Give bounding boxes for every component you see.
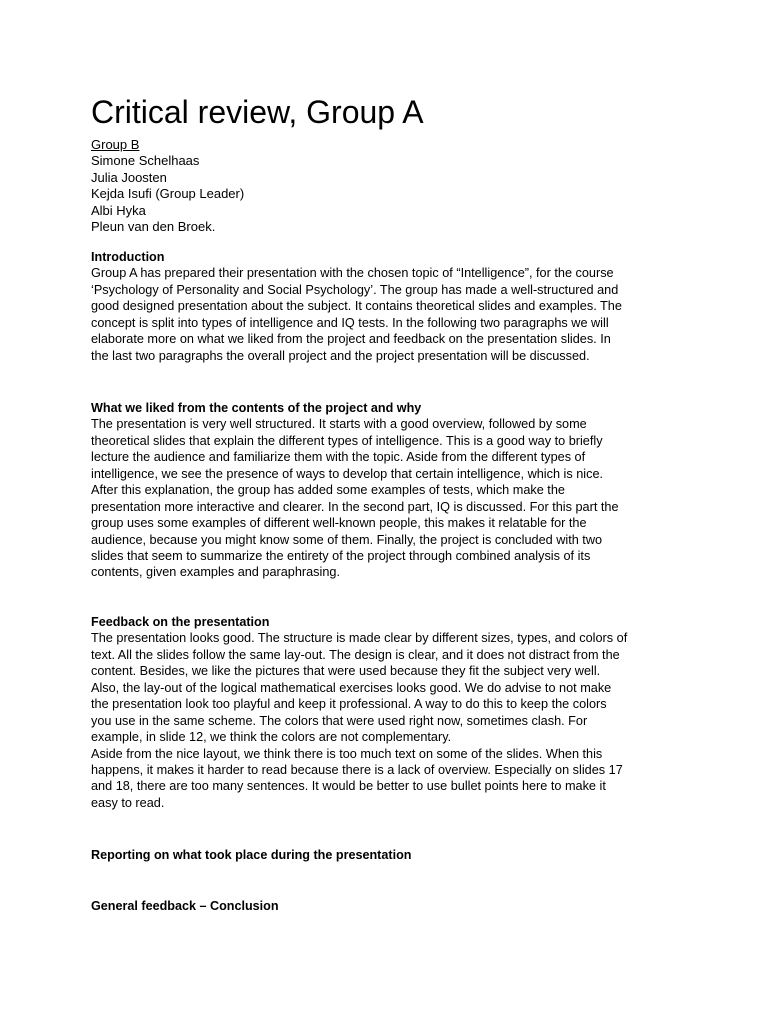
section-heading: Reporting on what took place during the presentation [91,848,412,862]
member-name: Pleun van den Broek. [91,219,216,235]
section-feedback [91,614,691,811]
section-general-feedback [91,898,691,914]
document-title: Critical review, Group A [91,94,424,130]
group-members [91,137,691,235]
section-heading: Introduction [91,250,165,264]
section-heading: Feedback on the presentation [91,615,270,629]
group-label: Group B [91,137,140,152]
section-body: Group A has prepared their presentation with the chosen topic of “Intelligence”, for the course ‘Psychology of Personality and Social Psychology’. The group has made a well-structured and good designed presentation about the subject. It contains theoretical slides and examples. The concept is split into types of intelligence and IQ tests. In the following two paragraphs we will elaborate more on what we liked from the project and feedback on the presentation slides. In the last two paragraphs the overall project and the project presentation will be discussed. [91,266,622,363]
member-name: Albi Hyka [91,202,146,218]
section-body: The presentation is very well structured. It starts with a good overview, followed by some theoretical slides that explain the different types of intelligence. This is a good way to briefly lecture the audience and familiarize them with the topic. Aside from the different types of intelligence, we see the presence of ways to develop that certain intelligence, which is nice. After this explanation, the group has added some examples of tests, which make the presentation more interactive and clearer. In the second part, IQ is discussed. For this part the group uses some examples of different well-known people, this makes it relatable for the audience, because you might know some of them. Finally, the project is concluded with two slides that seem to summarize the entirety of the project through combined analysis of its contents, given examples and paraphrasing. [91,417,619,580]
member-name: Julia Joosten [91,169,167,185]
section-reporting [91,847,691,863]
member-name: Kejda Isufi (Group Leader) [91,186,245,202]
section-what-we-liked [91,400,691,581]
section-heading: General feedback – Conclusion [91,899,279,913]
section-body: The presentation looks good. The structure is made clear by different sizes, types, and colors of text. All the slides follow the same lay-out. The design is clear, and it does not distract from the content. Besides, we like the pictures that were used because they fit the subject very well. Also, the lay-out of the logical mathematical exercises looks good. We do advise to not make the presentation look too playful and keep it professional. A way to do this to keep the colors you use in the same scheme. The colors that were used right now, sometimes clash. For example, in slide 12, we think the colors are not complementary. Aside from the nice layout, we think there is too much text on some of the slides. When this happens, it makes it harder to read because there is a lack of overview. Especially on slides 17 and 18, there are too many sentences. It would be better to use bullet points here to make it easy to read. [91,631,628,810]
section-heading: What we liked from the contents of the project and why [91,401,422,415]
member-name: Simone Schelhaas [91,153,200,169]
section-introduction [91,249,691,364]
